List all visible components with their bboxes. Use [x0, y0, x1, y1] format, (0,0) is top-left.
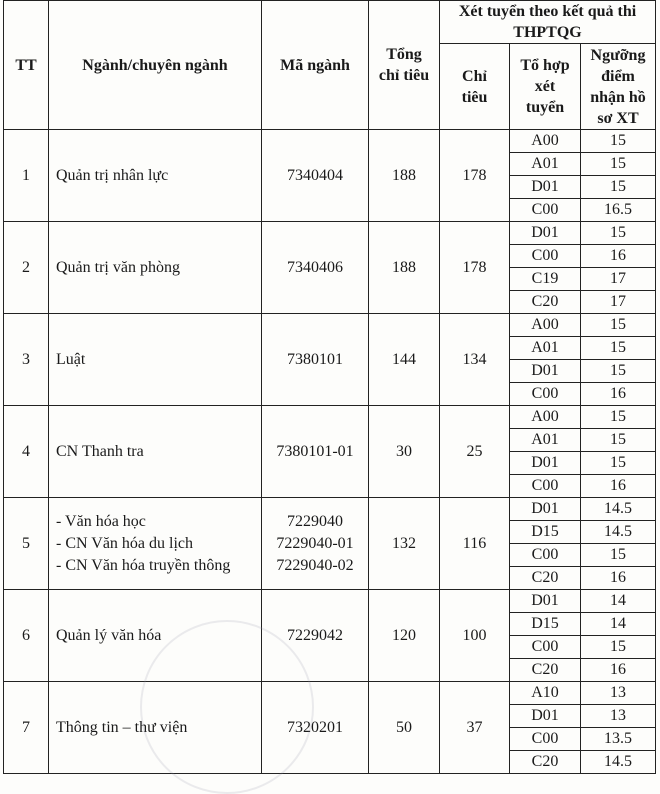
header-quota-text: Chỉ tiêu: [461, 67, 488, 106]
quota: 25: [440, 406, 510, 498]
program-name: Thông tin – thư viện: [56, 718, 188, 736]
combo-code: A00: [510, 130, 581, 153]
threshold-score: 15: [581, 360, 656, 383]
row-number: 4: [4, 406, 49, 498]
quota: 37: [440, 682, 510, 774]
admissions-table: [3, 0, 656, 774]
table-body: [4, 130, 656, 774]
combo-code: D15: [510, 521, 581, 544]
threshold-score: 15: [581, 406, 656, 429]
quota: 100: [440, 590, 510, 682]
threshold-score: 15: [581, 176, 656, 199]
program-code-cell: [262, 498, 369, 590]
threshold-score: 14.5: [581, 521, 656, 544]
header-code: Mã ngành: [262, 1, 369, 130]
program-code: 7340404: [287, 166, 343, 184]
total-quota: 188: [369, 130, 440, 222]
program-name-cell: [49, 406, 262, 498]
quota: 116: [440, 498, 510, 590]
program-name: - CN Văn hóa du lịch: [56, 534, 194, 552]
header-combo-text: Tổ hợp xét tuyển: [520, 57, 570, 116]
combo-code: C19: [510, 268, 581, 291]
row-number: 5: [4, 498, 49, 590]
table-row: [4, 682, 656, 705]
combo-code: D15: [510, 613, 581, 636]
combo-code: C20: [510, 567, 581, 590]
threshold-score: 15: [581, 153, 656, 176]
combo-code: C20: [510, 659, 581, 682]
combo-code: D01: [510, 590, 581, 613]
combo-code: C00: [510, 475, 581, 498]
program-code-cell: [262, 682, 369, 774]
table-row: [4, 130, 656, 153]
threshold-score: 13: [581, 682, 656, 705]
table-row: [4, 222, 656, 245]
header-group: Xét tuyển theo kết quả thi THPTQG: [440, 1, 656, 44]
combo-code: D01: [510, 176, 581, 199]
combo-code: D01: [510, 705, 581, 728]
program-name: - CN Văn hóa truyền thông: [56, 556, 231, 574]
header-total-quota-text: Tổng chỉ tiêu: [378, 46, 430, 84]
program-name-cell: [49, 590, 262, 682]
table-row: [4, 314, 656, 337]
total-quota: 120: [369, 590, 440, 682]
program-name-cell: [49, 222, 262, 314]
program-name: Luật: [56, 350, 86, 368]
program-code-cell: [262, 314, 369, 406]
row-number: 6: [4, 590, 49, 682]
row-number: 2: [4, 222, 49, 314]
program-code: 7380101: [287, 350, 343, 368]
combo-code: D01: [510, 498, 581, 521]
total-quota: 132: [369, 498, 440, 590]
header-combo: [510, 44, 581, 130]
combo-code: C00: [510, 199, 581, 222]
program-code-cell: [262, 406, 369, 498]
program-name: - Văn hóa học: [56, 512, 146, 530]
threshold-score: 16.5: [581, 199, 656, 222]
row-number: 3: [4, 314, 49, 406]
threshold-score: 17: [581, 291, 656, 314]
threshold-score: 16: [581, 659, 656, 682]
quota: 134: [440, 314, 510, 406]
program-name: Quản trị văn phòng: [56, 258, 180, 276]
program-code: 7340406: [287, 258, 343, 276]
threshold-score: 14.5: [581, 751, 656, 774]
header-quota: [440, 44, 510, 130]
header-threshold-text: Ngưỡng điểm nhận hồ sơ XT: [590, 46, 646, 127]
combo-code: C20: [510, 291, 581, 314]
combo-code: C00: [510, 383, 581, 406]
program-code-cell: [262, 590, 369, 682]
threshold-score: 15: [581, 222, 656, 245]
program-name: Quản trị nhân lực: [56, 166, 169, 184]
total-quota: 144: [369, 314, 440, 406]
table-row: [4, 406, 656, 429]
combo-code: A00: [510, 314, 581, 337]
threshold-score: 17: [581, 268, 656, 291]
program-name-cell: [49, 498, 262, 590]
table-row: [4, 590, 656, 613]
program-code-cell: [262, 130, 369, 222]
combo-code: A01: [510, 337, 581, 360]
threshold-score: 13.5: [581, 728, 656, 751]
program-code: 7380101-01: [276, 442, 354, 460]
threshold-score: 16: [581, 383, 656, 406]
threshold-score: 15: [581, 452, 656, 475]
threshold-score: 14: [581, 613, 656, 636]
combo-code: A01: [510, 429, 581, 452]
header-total-quota: [369, 1, 440, 130]
combo-code: C00: [510, 728, 581, 751]
threshold-score: 16: [581, 245, 656, 268]
threshold-score: 13: [581, 705, 656, 728]
threshold-score: 15: [581, 544, 656, 567]
program-name-cell: [49, 682, 262, 774]
threshold-score: 15: [581, 429, 656, 452]
combo-code: C00: [510, 636, 581, 659]
combo-code: C20: [510, 751, 581, 774]
combo-code: D01: [510, 452, 581, 475]
program-name: Quản lý văn hóa: [56, 626, 162, 644]
row-number: 7: [4, 682, 49, 774]
threshold-score: 15: [581, 636, 656, 659]
row-number: 1: [4, 130, 49, 222]
total-quota: 188: [369, 222, 440, 314]
combo-code: C00: [510, 544, 581, 567]
program-code: 7229040-01: [276, 534, 354, 552]
combo-code: A01: [510, 153, 581, 176]
header-threshold: [581, 44, 656, 130]
threshold-score: 15: [581, 314, 656, 337]
total-quota: 30: [369, 406, 440, 498]
program-code: 7229040-02: [276, 556, 354, 574]
header-program: Ngành/chuyên ngành: [49, 1, 262, 130]
threshold-score: 16: [581, 475, 656, 498]
program-name: CN Thanh tra: [56, 442, 144, 460]
quota: 178: [440, 222, 510, 314]
table-row: [4, 498, 656, 521]
program-code: 7229042: [287, 626, 343, 644]
program-code-cell: [262, 222, 369, 314]
program-name-cell: [49, 130, 262, 222]
combo-code: C00: [510, 245, 581, 268]
combo-code: D01: [510, 360, 581, 383]
quota: 178: [440, 130, 510, 222]
program-code: 7320201: [287, 718, 343, 736]
threshold-score: 15: [581, 337, 656, 360]
threshold-score: 15: [581, 130, 656, 153]
program-code: 7229040: [287, 512, 343, 530]
header-tt: TT: [4, 1, 49, 130]
combo-code: A10: [510, 682, 581, 705]
combo-code: D01: [510, 222, 581, 245]
total-quota: 50: [369, 682, 440, 774]
threshold-score: 14: [581, 590, 656, 613]
program-name-cell: [49, 314, 262, 406]
combo-code: A00: [510, 406, 581, 429]
threshold-score: 16: [581, 567, 656, 590]
threshold-score: 14.5: [581, 498, 656, 521]
